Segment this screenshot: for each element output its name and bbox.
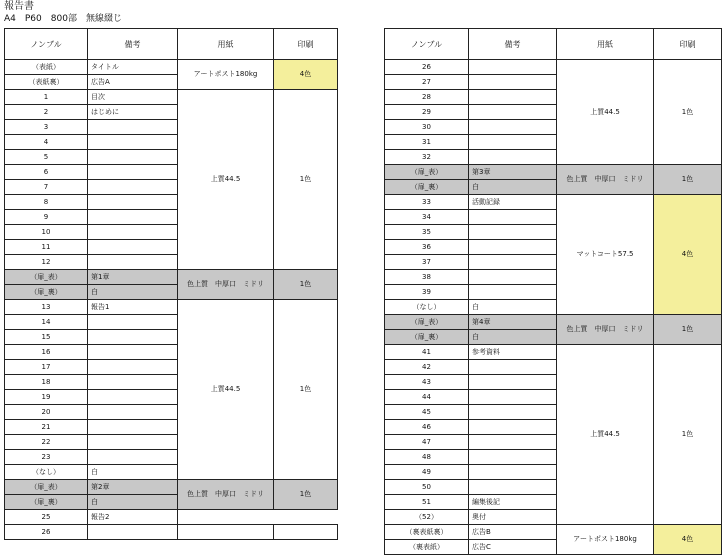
paper-type: 上質44.5 — [557, 60, 654, 165]
page-number: 34 — [385, 210, 469, 225]
page-number: 42 — [385, 360, 469, 375]
page-number: 14 — [5, 315, 88, 330]
page-remark: 白 — [88, 495, 178, 510]
page-remark — [469, 75, 557, 90]
page-remark: 目次 — [88, 90, 178, 105]
page-number: 1 — [5, 90, 88, 105]
page-number: 48 — [385, 450, 469, 465]
table-row — [5, 480, 338, 495]
print-colors: 1色 — [274, 300, 338, 480]
page-remark: 白 — [88, 465, 178, 480]
print-colors-empty — [274, 525, 338, 540]
page-number: 15 — [5, 330, 88, 345]
page-number: 35 — [385, 225, 469, 240]
page-remark: 第2章 — [88, 480, 178, 495]
page-number: 41 — [385, 345, 469, 360]
page-remark — [469, 270, 557, 285]
page-number: （表紙） — [5, 60, 88, 75]
page-number: （52） — [385, 510, 469, 525]
page-number: （扉_裏） — [385, 330, 469, 345]
print-colors: 1色 — [654, 60, 722, 165]
page-remark — [88, 375, 178, 390]
page-number: 31 — [385, 135, 469, 150]
page-remark — [469, 225, 557, 240]
page-remark — [469, 435, 557, 450]
page-number: （扉_表） — [5, 480, 88, 495]
print-colors: 1色 — [654, 165, 722, 195]
paper-type: 上質44.5 — [178, 300, 274, 480]
page-remark — [88, 195, 178, 210]
page-number: （扉_表） — [385, 165, 469, 180]
document-spec: A4 P60 800部 無線綴じ — [4, 14, 122, 24]
page-remark: 白 — [469, 330, 557, 345]
page-remark: 広告B — [469, 525, 557, 540]
page-remark — [469, 135, 557, 150]
page-number: （扉_表） — [5, 270, 88, 285]
paper-type-empty — [178, 525, 274, 540]
page-number: 16 — [5, 345, 88, 360]
page-remark — [88, 450, 178, 465]
table-row — [385, 345, 722, 360]
page-number: 49 — [385, 465, 469, 480]
header-row — [5, 29, 338, 60]
page-remark: 第4章 — [469, 315, 557, 330]
page-number: 50 — [385, 480, 469, 495]
table-row — [5, 270, 338, 285]
page-number: 37 — [385, 255, 469, 270]
page-remark: 広告A — [88, 75, 178, 90]
page-number: 44 — [385, 390, 469, 405]
page-remark — [469, 465, 557, 480]
page-remark — [469, 480, 557, 495]
print-colors: 1色 — [274, 90, 338, 270]
page-number: 30 — [385, 120, 469, 135]
table-row — [385, 525, 722, 540]
table-row — [5, 90, 338, 105]
page-remark: 参考資料 — [469, 345, 557, 360]
page-number: （裏表紙） — [385, 540, 469, 555]
page-remark — [88, 330, 178, 345]
page-number: 43 — [385, 375, 469, 390]
paper-type: 色上質 中厚口 ミドリ — [557, 165, 654, 195]
page-number: 7 — [5, 180, 88, 195]
page-remark: 第3章 — [469, 165, 557, 180]
page-remark — [469, 285, 557, 300]
page-remark: 奥付 — [469, 510, 557, 525]
header-remarks: 備考 — [88, 29, 178, 60]
page-number: 26 — [5, 525, 88, 540]
page-number: 11 — [5, 240, 88, 255]
page-number: 36 — [385, 240, 469, 255]
page-remark: 白 — [469, 180, 557, 195]
page-number: 19 — [5, 390, 88, 405]
header-print: 印刷 — [654, 29, 722, 60]
page-number: 20 — [5, 405, 88, 420]
page-number: 29 — [385, 105, 469, 120]
page-number: 6 — [5, 165, 88, 180]
table-row — [5, 60, 338, 75]
page-remark — [469, 360, 557, 375]
table-row — [385, 165, 722, 180]
print-colors: 4色 — [274, 60, 338, 90]
page-number: 21 — [5, 420, 88, 435]
page-remark: 広告C — [469, 540, 557, 555]
print-colors: 4色 — [654, 525, 722, 555]
page-plan-table-right — [384, 28, 722, 555]
page-remark — [469, 90, 557, 105]
header-remarks: 備考 — [469, 29, 557, 60]
page-remark — [88, 390, 178, 405]
page-remark — [88, 225, 178, 240]
table-row — [385, 60, 722, 75]
page-number: （裏表紙裏） — [385, 525, 469, 540]
page-number: 47 — [385, 435, 469, 450]
page-remark — [88, 210, 178, 225]
page-number: 22 — [5, 435, 88, 450]
paper-type: アートポスト180kg — [178, 60, 274, 90]
page-number: 27 — [385, 75, 469, 90]
page-remark — [469, 105, 557, 120]
page-number: （扉_裏） — [5, 285, 88, 300]
page-number: 26 — [385, 60, 469, 75]
page-remark — [469, 390, 557, 405]
page-remark — [88, 405, 178, 420]
paper-type: 色上質 中厚口 ミドリ — [178, 480, 274, 510]
page-remark: はじめに — [88, 105, 178, 120]
page-number: （扉_裏） — [385, 180, 469, 195]
header-paper: 用紙 — [557, 29, 654, 60]
page-number: （扉_表） — [385, 315, 469, 330]
page-number: 8 — [5, 195, 88, 210]
header-paper: 用紙 — [178, 29, 274, 60]
paper-type: アートポスト180kg — [557, 525, 654, 555]
page-remark: 活動記録 — [469, 195, 557, 210]
page-remark — [88, 435, 178, 450]
print-colors: 1色 — [274, 480, 338, 510]
page-remark — [88, 315, 178, 330]
page-number: 23 — [5, 450, 88, 465]
page-number: 18 — [5, 375, 88, 390]
page-number: 33 — [385, 195, 469, 210]
page-number: 12 — [5, 255, 88, 270]
header-nombre: ノンブル — [5, 29, 88, 60]
page-remark: 白 — [469, 300, 557, 315]
page-remark — [88, 255, 178, 270]
page-number: 10 — [5, 225, 88, 240]
document-title: 報告書 — [4, 1, 34, 12]
page-number: 51 — [385, 495, 469, 510]
paper-type: 上質44.5 — [178, 90, 274, 270]
page-remark: 白 — [88, 285, 178, 300]
print-colors: 1色 — [654, 345, 722, 525]
page-remark — [469, 450, 557, 465]
page-remark — [469, 405, 557, 420]
page-remark: 報告1 — [88, 300, 178, 315]
page-number: 4 — [5, 135, 88, 150]
page-number: 38 — [385, 270, 469, 285]
table-row — [5, 510, 338, 525]
table-row — [5, 300, 338, 315]
header-print: 印刷 — [274, 29, 338, 60]
page-number: 39 — [385, 285, 469, 300]
paper-type: マットコート57.5 — [557, 195, 654, 315]
page-number: 17 — [5, 360, 88, 375]
page-remark — [88, 345, 178, 360]
page-number: （扉_裏） — [5, 495, 88, 510]
table-row — [385, 315, 722, 330]
page-remark — [469, 240, 557, 255]
page-remark — [469, 60, 557, 75]
page-remark — [469, 150, 557, 165]
paper-type: 上質44.5 — [557, 345, 654, 525]
page-number: 5 — [5, 150, 88, 165]
page-remark — [88, 420, 178, 435]
page-number: 13 — [5, 300, 88, 315]
page-number: （なし） — [385, 300, 469, 315]
page-remark — [88, 165, 178, 180]
print-colors: 1色 — [654, 315, 722, 345]
page-number: 28 — [385, 90, 469, 105]
page-remark — [88, 135, 178, 150]
page-remark: タイトル — [88, 60, 178, 75]
page-number: 9 — [5, 210, 88, 225]
page-remark — [469, 120, 557, 135]
page-number: （表紙裏） — [5, 75, 88, 90]
page-number: 2 — [5, 105, 88, 120]
page-number: 25 — [5, 510, 88, 525]
page-remark: 報告2 — [88, 510, 178, 525]
page-number: 46 — [385, 420, 469, 435]
page-number: 32 — [385, 150, 469, 165]
page-remark — [88, 150, 178, 165]
paper-type: 色上質 中厚口 ミドリ — [178, 270, 274, 300]
header-nombre: ノンブル — [385, 29, 469, 60]
page-remark — [88, 360, 178, 375]
print-colors: 1色 — [274, 270, 338, 300]
page-number: 3 — [5, 120, 88, 135]
page-remark: 第1章 — [88, 270, 178, 285]
page-remark — [469, 375, 557, 390]
page-remark — [469, 420, 557, 435]
page-number: （なし） — [5, 465, 88, 480]
paper-type: 色上質 中厚口 ミドリ — [557, 315, 654, 345]
table-row — [5, 525, 338, 540]
print-colors: 4色 — [654, 195, 722, 315]
page-number: 45 — [385, 405, 469, 420]
page-remark — [88, 525, 178, 540]
page-plan-table-left — [4, 28, 338, 540]
page-remark — [88, 240, 178, 255]
page-remark — [88, 120, 178, 135]
page-remark — [469, 255, 557, 270]
page-remark — [469, 210, 557, 225]
header-row — [385, 29, 722, 60]
page-remark: 編集後記 — [469, 495, 557, 510]
table-row — [385, 195, 722, 210]
page-remark — [88, 180, 178, 195]
